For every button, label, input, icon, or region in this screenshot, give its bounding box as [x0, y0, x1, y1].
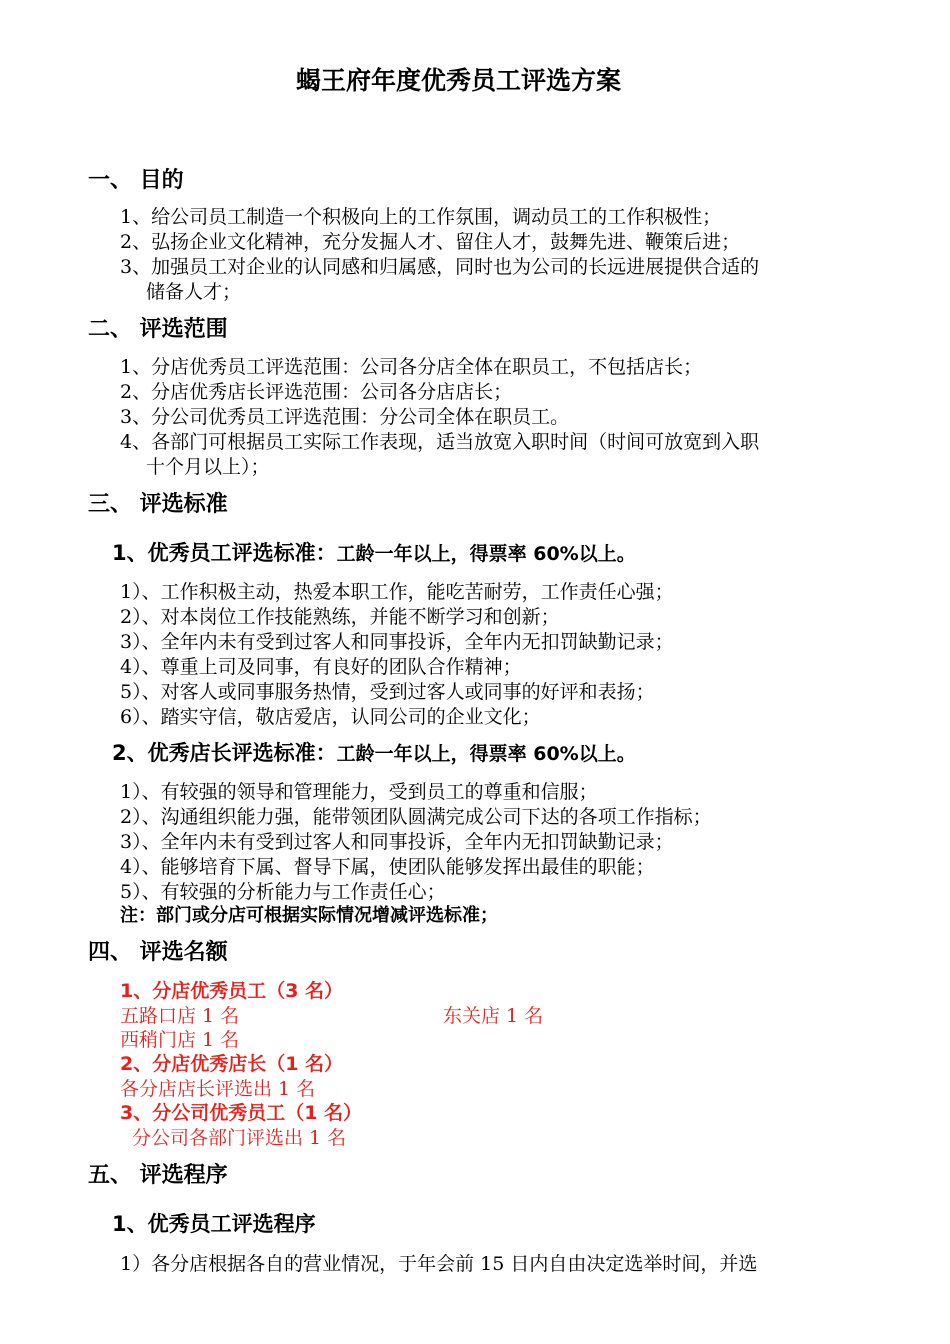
subsection-label: 2、优秀店长评选标准： [112, 741, 337, 765]
list-item: 3）、全年内未有受到过客人和同事投诉，全年内无扣罚缺勤记录； [120, 631, 674, 653]
list-item-continuation: 储备人才； [146, 281, 242, 303]
subsection-heading-manager-criteria [112, 740, 636, 767]
list-item: 1）、工作积极主动，热爱本职工作，能吃苦耐劳，工作责任心强； [120, 581, 674, 603]
list-item: 4、各部门可根据员工实际工作表现，适当放宽入职时间（时间可放宽到入职 [120, 431, 760, 453]
list-item: 5）、有较强的分析能力与工作责任心； [120, 881, 446, 903]
subsection-extra: 工龄一年以上，得票率 60%以上。 [336, 743, 636, 765]
quota-store-employee-title: 1、分店优秀员工（3 名） [120, 980, 344, 1002]
list-item: 3）、全年内未有受到过客人和同事投诉，全年内无扣罚缺勤记录； [120, 831, 674, 853]
quota-store-xishaomen: 西稍门店 1 名 [120, 1029, 240, 1051]
subsection-heading-employee-procedure: 1、优秀员工评选程序 [112, 1212, 316, 1236]
list-item: 1）各分店根据各自的营业情况，于年会前 15 日内自由决定选举时间，并选 [120, 1253, 758, 1275]
criteria-note: 注：部门或分店可根据实际情况增减评选标准； [120, 905, 498, 926]
section-heading-criteria: 三、 评选标准 [88, 492, 228, 517]
subsection-label: 1、优秀员工评选标准： [112, 541, 337, 565]
list-item: 1、给公司员工制造一个积极向上的工作氛围，调动员工的工作积极性； [120, 206, 722, 228]
section-heading-procedure: 五、 评选程序 [88, 1163, 228, 1188]
quota-branch-employee-text: 分公司各部门评选出 1 名 [132, 1127, 347, 1149]
list-item: 3、分公司优秀员工评选范围：分公司全体在职员工。 [120, 406, 570, 428]
list-item-continuation: 十个月以上）； [146, 456, 270, 478]
subsection-heading-employee-criteria [112, 540, 636, 567]
list-item: 5）、对客人或同事服务热情，受到过客人或同事的好评和表扬； [120, 681, 655, 703]
quota-store-manager-text: 各分店店长评选出 1 名 [120, 1078, 316, 1100]
section-heading-quota: 四、 评选名额 [88, 940, 228, 965]
section-heading-purpose: 一、 目的 [88, 168, 184, 193]
list-item: 4）、尊重上司及同事，有良好的团队合作精神； [120, 656, 522, 678]
list-item: 3、加强员工对企业的认同感和归属感，同时也为公司的长远进展提供合适的 [120, 256, 760, 278]
list-item: 2）、对本岗位工作技能熟练，并能不断学习和创新； [120, 606, 560, 628]
list-item: 4）、能够培育下属、督导下属，使团队能够发挥出最佳的职能； [120, 856, 655, 878]
list-item: 6）、踏实守信，敬店爱店，认同公司的企业文化； [120, 706, 541, 728]
list-item: 2、分店优秀店长评选范围：公司各分店店长； [120, 381, 513, 403]
list-item: 2）、沟通组织能力强，能带领团队圆满完成公司下达的各项工作指标； [120, 806, 712, 828]
list-item: 1）、有较强的领导和管理能力，受到员工的尊重和信服； [120, 781, 598, 803]
subsection-extra: 工龄一年以上，得票率 60%以上。 [336, 543, 636, 565]
quota-store-manager-title: 2、分店优秀店长（1 名） [120, 1053, 344, 1075]
quota-store-dongguan: 东关店 1 名 [443, 1005, 544, 1027]
quota-store-wulukou: 五路口店 1 名 [120, 1005, 240, 1027]
list-item: 2、弘扬企业文化精神，充分发掘人才、留住人才，鼓舞先进、鞭策后进； [120, 231, 741, 253]
quota-branch-employee-title: 3、分公司优秀员工（1 名） [120, 1102, 363, 1124]
section-heading-scope: 二、 评选范围 [88, 317, 228, 342]
list-item: 1、分店优秀员工评选范围：公司各分店全体在职员工，不包括店长； [120, 356, 703, 378]
page-title: 蝎王府年度优秀员工评选方案 [296, 66, 622, 95]
